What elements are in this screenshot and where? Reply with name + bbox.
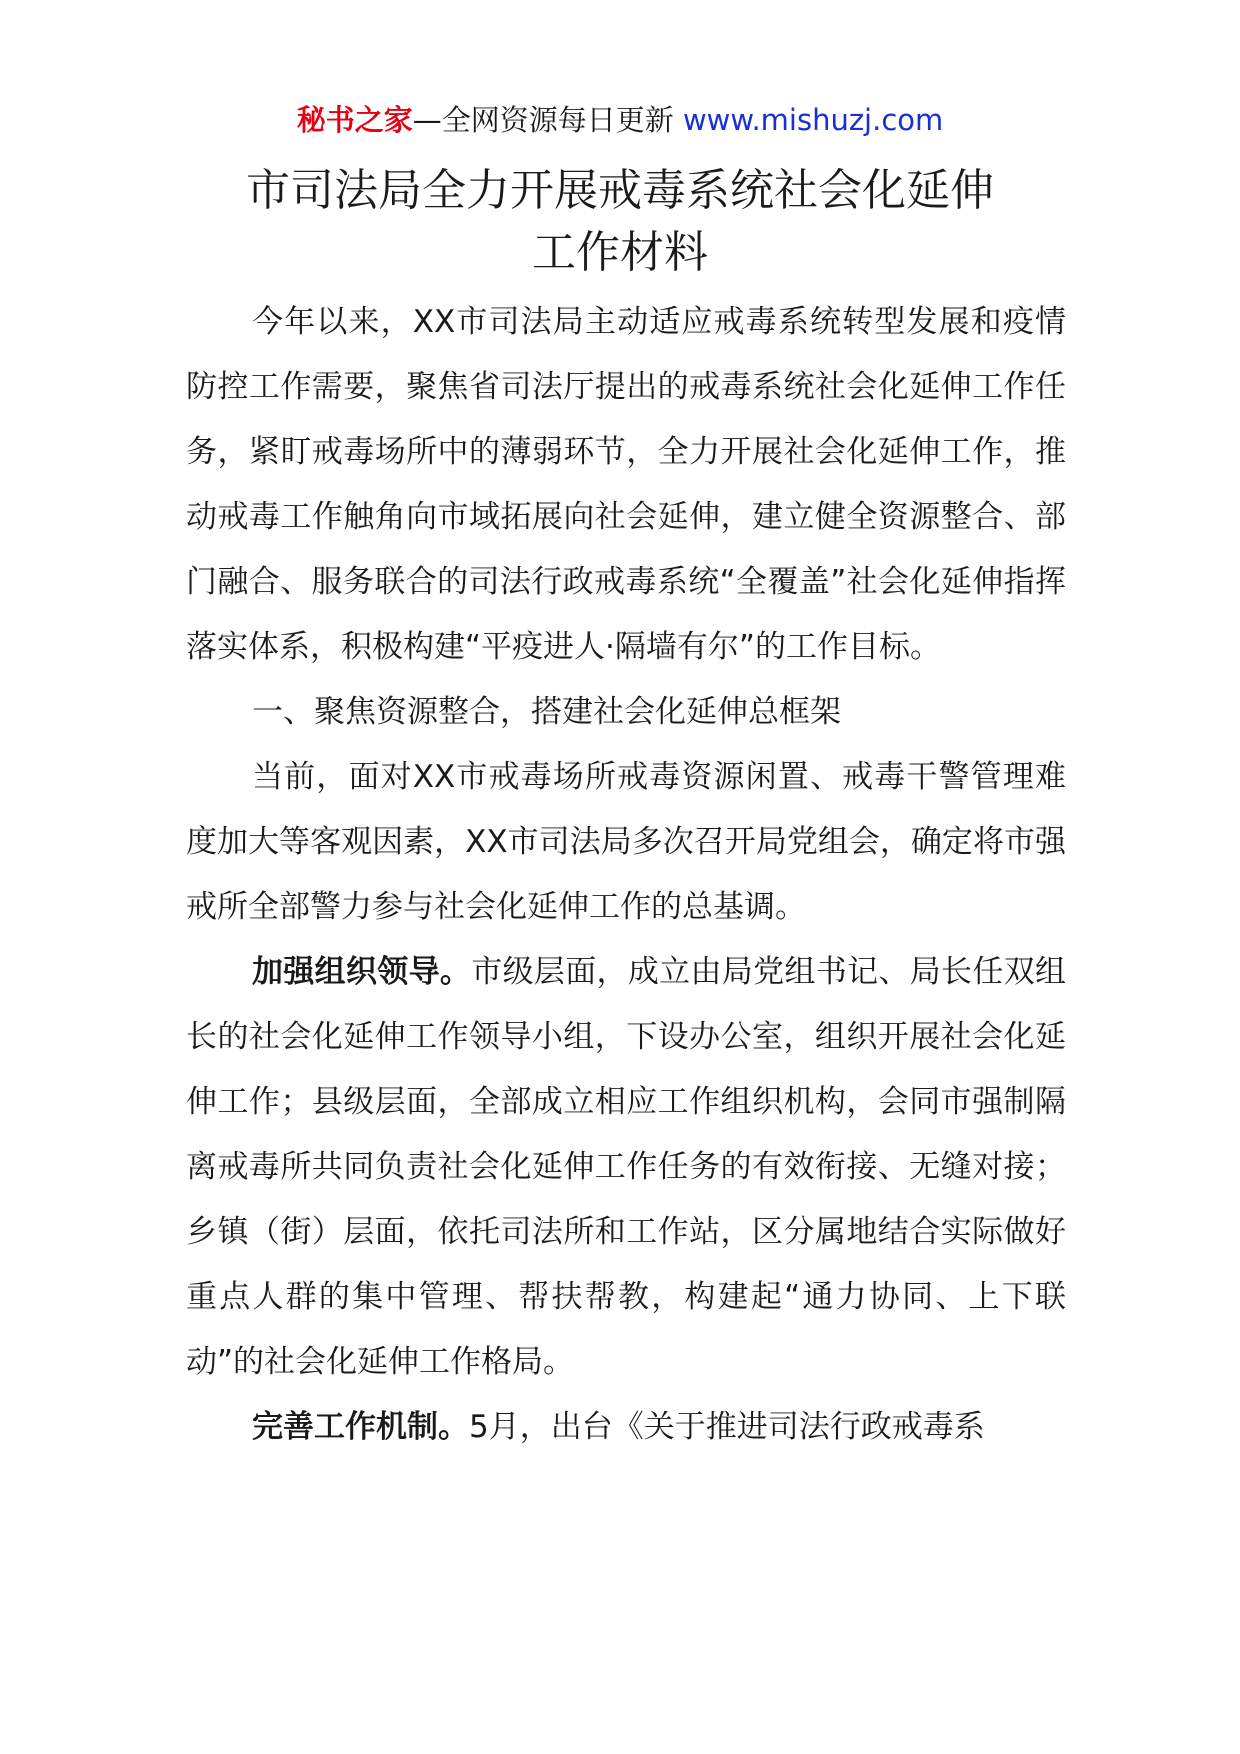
organization-lead: 加强组织领导。 xyxy=(252,954,472,990)
document-body xyxy=(186,290,1066,1460)
title-line-2: 工作材料 xyxy=(532,227,708,278)
mechanism-lead: 完善工作机制。 xyxy=(252,1409,469,1445)
header-tagline: —全网资源每日更新 xyxy=(412,103,683,137)
mechanism-text: 5月，出台《关于推进司法行政戒毒系 xyxy=(469,1409,985,1445)
section-heading-1: 一、聚焦资源整合，搭建社会化延伸总框架 xyxy=(252,694,841,730)
organization-text: 市级层面，成立由局党组书记、局长任双组长的社会化延伸工作领导小组，下设办公室，组织开展社会化延伸工作；县级层面，全部成立相应工作组织机构，会同市强制隔离戒毒所共同负责社会化延伸工作任务的有效衔接、无缝对接；乡镇（街）层面，依托司法所和工作站，区分属地结合实际做好重点人群的集中管理、帮扶帮教，构建起“通力协同、上下联动”的社会化延伸工作格局。 xyxy=(186,954,1067,1380)
site-header xyxy=(0,100,1240,140)
title-line-1: 市司法局全力开展戒毒系统社会化延伸 xyxy=(246,165,994,216)
site-url-link[interactable]: www.mishuzj.com xyxy=(682,103,944,137)
organization-paragraph xyxy=(186,940,1066,1395)
intro-paragraph: 今年以来，XX市司法局主动适应戒毒系统转型发展和疫情防控工作需要，聚焦省司法厅提出的戒毒系统社会化延伸工作任务，紧盯戒毒场所中的薄弱环节，全力开展社会化延伸工作，推动戒毒工作触角向市域拓展向社会延伸，建立健全资源整合、部门融合、服务联合的司法行政戒毒系统“全覆盖”社会化延伸指挥落实体系，积极构建“平疫进人·隔墙有尔”的工作目标。 xyxy=(186,304,1066,665)
brand-name: 秘书之家 xyxy=(296,103,413,137)
document-title xyxy=(180,160,1060,284)
mechanism-paragraph xyxy=(186,1395,1066,1460)
section-1-paragraph: 当前，面对XX市戒毒场所戒毒资源闲置、戒毒干警管理难度加大等客观因素，XX市司法局多次召开局党组会，确定将市强戒所全部警力参与社会化延伸工作的总基调。 xyxy=(186,759,1066,925)
